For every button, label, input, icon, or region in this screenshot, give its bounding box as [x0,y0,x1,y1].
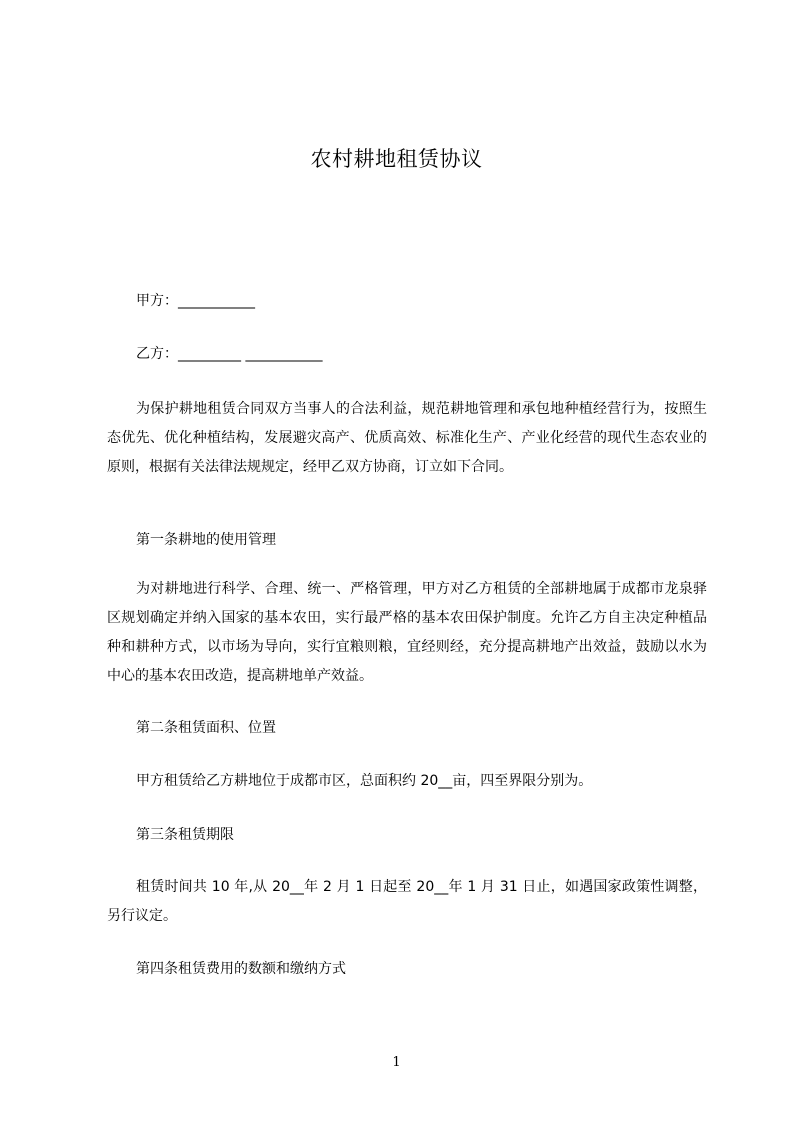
article-3-heading: 第三条租赁期限 [136,827,234,843]
article-3-body: 租赁时间共 10 年,从 20__年 2 月 1 日起至 20__年 1 月 31 日止，如遇国家政策性调整，另行议定。 [107,879,707,924]
document-title: 农村耕地租赁协议 [310,147,483,171]
page-number: 1 [392,1055,401,1070]
article-1-body: 为对耕地进行科学、合理、统一、严格管理，甲方对乙方租赁的全部耕地属于成都市龙泉驿区规划确定并纳入国家的基本农田，实行最严格的基本农田保护制度。允许乙方自主决定种植品种和耕种方式，以市场为导向，实行宜粮则粮，宜经则经，充分提高耕地产出效益，鼓励以水为中心的基本农田改造，提高耕地单产效益。 [107,581,707,684]
party-b-line: 乙方：_________ ___________ [136,346,323,362]
article-2-heading: 第二条租赁面积、位置 [136,720,276,736]
article-1-heading: 第一条耕地的使用管理 [136,532,276,548]
party-a-line: 甲方：___________ [136,293,255,309]
article-4-heading: 第四条租赁费用的数额和缴纳方式 [136,961,346,977]
preamble-paragraph: 为保护耕地租赁合同双方当事人的合法利益，规范耕地管理和承包地种植经营行为，按照生态优先、优化种植结构，发展避灾高产、优质高效、标准化生产、产业化经营的现代生态农业的原则，根据有关法律法规规定，经甲乙双方协商，订立如下合同。 [107,401,707,475]
article-2-body: 甲方租赁给乙方耕地位于成都市区，总面积约 20__亩，四至界限分别为。 [136,773,593,789]
